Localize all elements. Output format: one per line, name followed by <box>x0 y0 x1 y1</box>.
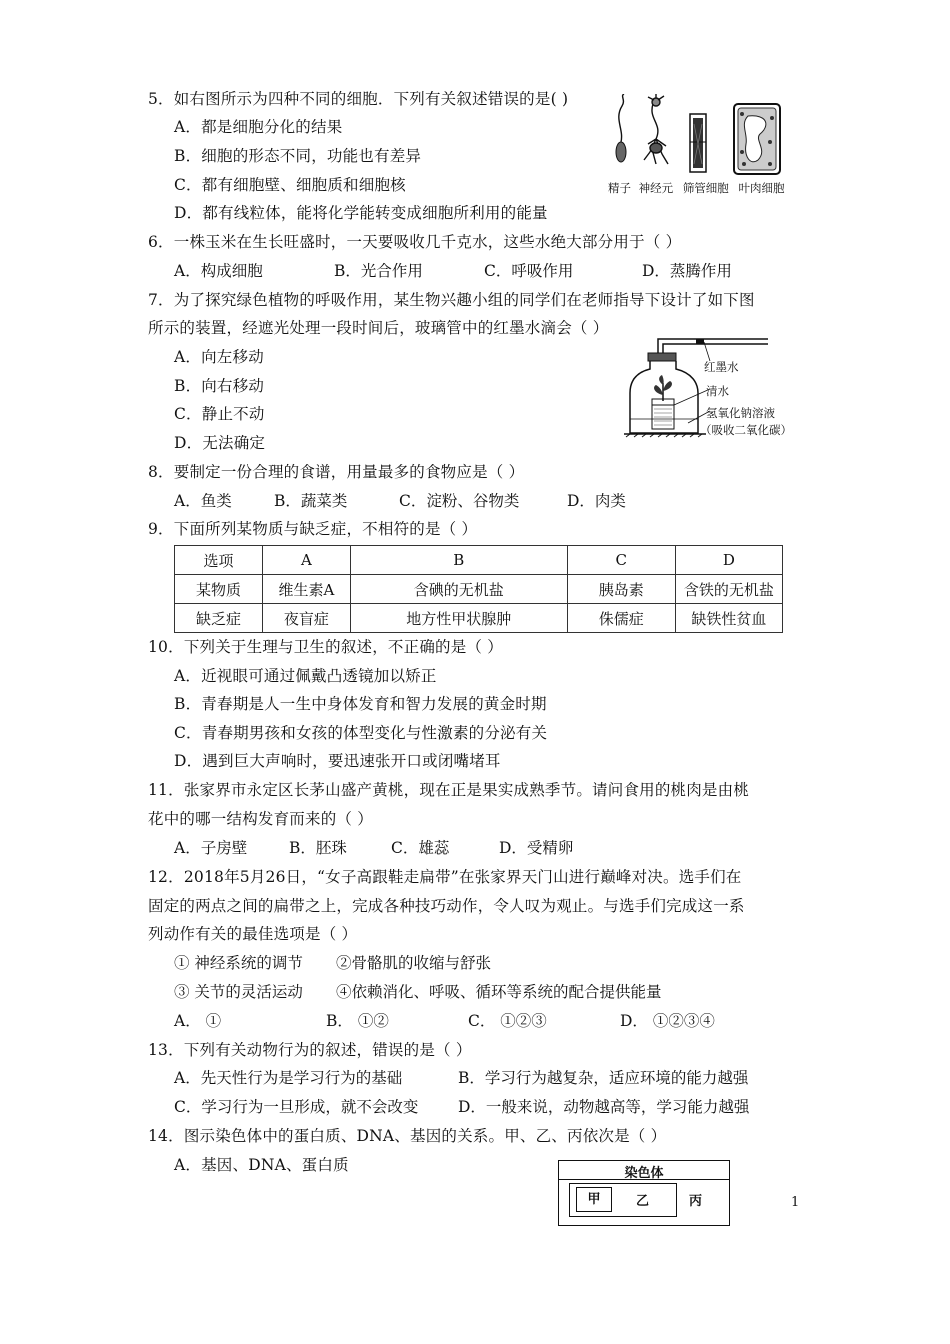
cells-illustration <box>608 94 793 178</box>
q9-table <box>174 545 783 633</box>
q10-option-b: B．青春期是人一生中身体发育和智力发展的黄金时期 <box>174 695 547 713</box>
q8-options <box>174 491 734 511</box>
chromosome-diagram <box>558 1160 730 1226</box>
outer-label-bing: 丙 <box>689 1194 703 1209</box>
middle-label-yi: 乙 <box>636 1194 650 1209</box>
table-cell: 含铁的无机盐 <box>675 575 782 604</box>
q12-items-row1 <box>174 953 694 973</box>
q13-options-row1 <box>174 1068 794 1088</box>
label-absorb-co2: （吸收二氧化碳） <box>700 423 792 437</box>
q5-option-c: C．都有细胞壁、细胞质和细胞核 <box>174 176 406 194</box>
q12-option-b: B． ①② <box>326 1012 389 1030</box>
q12-item-4: ④依赖消化、呼吸、循环等系统的配合提供能量 <box>336 983 662 1001</box>
q13-option-c: C．学习行为一旦形成，就不会改变 <box>174 1098 419 1116</box>
q7-option-b: B．向右移动 <box>174 377 265 395</box>
q8-option-b: B．蔬菜类 <box>274 492 348 510</box>
chromosome-divider <box>559 1179 729 1180</box>
q8-stem: 8．要制定一份合理的食谱，用量最多的食物应是（ ） <box>148 463 525 481</box>
q5-option-a: A．都是细胞分化的结果 <box>174 118 343 136</box>
q11-stem-line1: 11．张家界市永定区长茅山盛产黄桃，现在正是果实成熟季节。请问食用的桃肉是由桃 <box>148 781 750 799</box>
q12-item-1: ① 神经系统的调节 <box>174 954 303 972</box>
q12-options <box>174 1011 754 1031</box>
q8-option-d: D．肉类 <box>567 492 626 510</box>
q6-options <box>174 261 794 281</box>
table-row <box>175 604 783 633</box>
table-row <box>175 575 783 604</box>
q7-option-d: D．无法确定 <box>174 434 266 452</box>
q5-cells-figure <box>608 94 793 200</box>
q11-option-a: A．子房壁 <box>174 839 248 857</box>
table-cell: 维生素A <box>262 575 350 604</box>
q6-stem: 6．一株玉米在生长旺盛时，一天要吸收几千克水，这些水绝大部分用于（ ） <box>148 233 682 251</box>
q6-option-b: B．光合作用 <box>334 262 423 280</box>
label-sperm: 精子 <box>608 181 631 195</box>
table-row <box>175 546 783 575</box>
table-cell: 某物质 <box>175 575 263 604</box>
q13-option-a: A．先天性行为是学习行为的基础 <box>174 1069 403 1087</box>
table-cell: 夜盲症 <box>262 604 350 633</box>
label-mesophyll: 叶肉细胞 <box>738 181 785 195</box>
q12-option-d: D． ①②③④ <box>620 1012 715 1030</box>
q5-option-d: D．都有线粒体，能将化学能转变成细胞所利用的能量 <box>174 204 548 222</box>
q6-option-a: A．构成细胞 <box>174 262 263 280</box>
q13-options-row2 <box>174 1097 794 1117</box>
q11-option-b: B．胚珠 <box>289 839 347 857</box>
q7-stem-line1: 7．为了探究绿色植物的呼吸作用，某生物兴趣小组的同学们在老师指导下设计了如下图 <box>148 291 755 309</box>
label-water: 清水 <box>706 384 729 398</box>
q12-stem-line1: 12．2018年5月26日，“女子高跟鞋走扁带”在张家界天门山进行巅峰对决。选手们在 <box>148 868 742 886</box>
table-cell: 缺乏症 <box>175 604 263 633</box>
q6-option-c: C．呼吸作用 <box>484 262 574 280</box>
q11-option-c: C．雄蕊 <box>391 839 450 857</box>
q7-apparatus-figure <box>622 333 812 443</box>
table-cell: C <box>567 546 675 575</box>
table-cell: 含碘的无机盐 <box>350 575 567 604</box>
q12-option-c: C． ①②③ <box>468 1012 547 1030</box>
sieve-tube-cell-drawing <box>690 114 706 172</box>
q12-option-a: A． ① <box>174 1012 222 1030</box>
table-cell: 胰岛素 <box>567 575 675 604</box>
q10-option-a: A．近视眼可通过佩戴凸透镜加以矫正 <box>174 667 437 685</box>
q10-stem: 10．下列关于生理与卫生的叙述，不正确的是（ ） <box>148 638 503 656</box>
table-cell: 选项 <box>175 546 263 575</box>
label-red-ink: 红墨水 <box>704 360 739 374</box>
neuron-drawing <box>644 94 668 164</box>
q10-option-d: D．遇到巨大声响时，要迅速张开口或闭嘴堵耳 <box>174 752 501 770</box>
q7-option-a: A．向左移动 <box>174 348 264 366</box>
q7-option-c: C．静止不动 <box>174 405 265 423</box>
table-cell: A <box>262 546 350 575</box>
label-sieve-tube: 筛管细胞 <box>682 181 729 195</box>
q5-option-b: B．细胞的形态不同，功能也有差异 <box>174 147 422 165</box>
q14-stem: 14．图示染色体中的蛋白质、DNA、基因的关系。甲、乙、丙依次是（ ） <box>148 1127 667 1145</box>
table-cell: 侏儒症 <box>567 604 675 633</box>
table-cell: D <box>675 546 782 575</box>
q5-stem: 5．如右图所示为四种不同的细胞．下列有关叙述错误的是( ) <box>148 90 569 108</box>
table-cell: 地方性甲状腺肿 <box>350 604 567 633</box>
q13-stem: 13．下列有关动物行为的叙述，错误的是（ ） <box>148 1041 472 1059</box>
q11-stem-line2: 花中的哪一结构发育而来的（ ） <box>148 810 373 828</box>
q11-option-d: D．受精卵 <box>499 839 574 857</box>
q11-options <box>174 838 694 858</box>
q8-option-c: C．淀粉、谷物类 <box>399 492 520 510</box>
q8-option-a: A．鱼类 <box>174 492 232 510</box>
q12-item-3: ③ 关节的灵活运动 <box>174 983 303 1001</box>
q9-stem: 9．下面所列某物质与缺乏症，不相符的是（ ） <box>148 520 478 538</box>
sperm-cell-drawing <box>616 94 626 162</box>
label-naoh-solution: 氢氧化钠溶液 <box>706 406 775 420</box>
q12-item-2: ②骨骼肌的收缩与舒张 <box>336 954 492 972</box>
mesophyll-cell-drawing <box>734 104 780 174</box>
q12-stem-line3: 列动作有关的最佳选项是（ ） <box>148 925 358 943</box>
q13-option-b: B．学习行为越复杂，适应环境的能力越强 <box>458 1069 749 1087</box>
table-cell: 缺铁性贫血 <box>675 604 782 633</box>
middle-box <box>569 1183 677 1217</box>
q10-option-c: C．青春期男孩和女孩的体型变化与性激素的分泌有关 <box>174 724 548 742</box>
chromosome-label: 染色体 <box>624 1166 664 1181</box>
q6-option-d: D．蒸腾作用 <box>642 262 732 280</box>
q14-option-a: A．基因、DNA、蛋白质 <box>174 1156 349 1174</box>
q13-option-d: D．一般来说，动物越高等，学习能力越强 <box>458 1098 750 1116</box>
page-number: 1 <box>791 1195 800 1210</box>
q12-stem-line2: 固定的两点之间的扁带之上，完成各种技巧动作，令人叹为观止。与选手们完成这一系 <box>148 897 745 915</box>
label-neuron: 神经元 <box>638 181 674 195</box>
inner-box-jia: 甲 <box>576 1187 612 1212</box>
table-cell: B <box>350 546 567 575</box>
q7-stem-line2: 所示的装置，经遮光处理一段时间后，玻璃管中的红墨水滴会（ ） <box>148 319 609 337</box>
q12-items-row2 <box>174 982 754 1002</box>
